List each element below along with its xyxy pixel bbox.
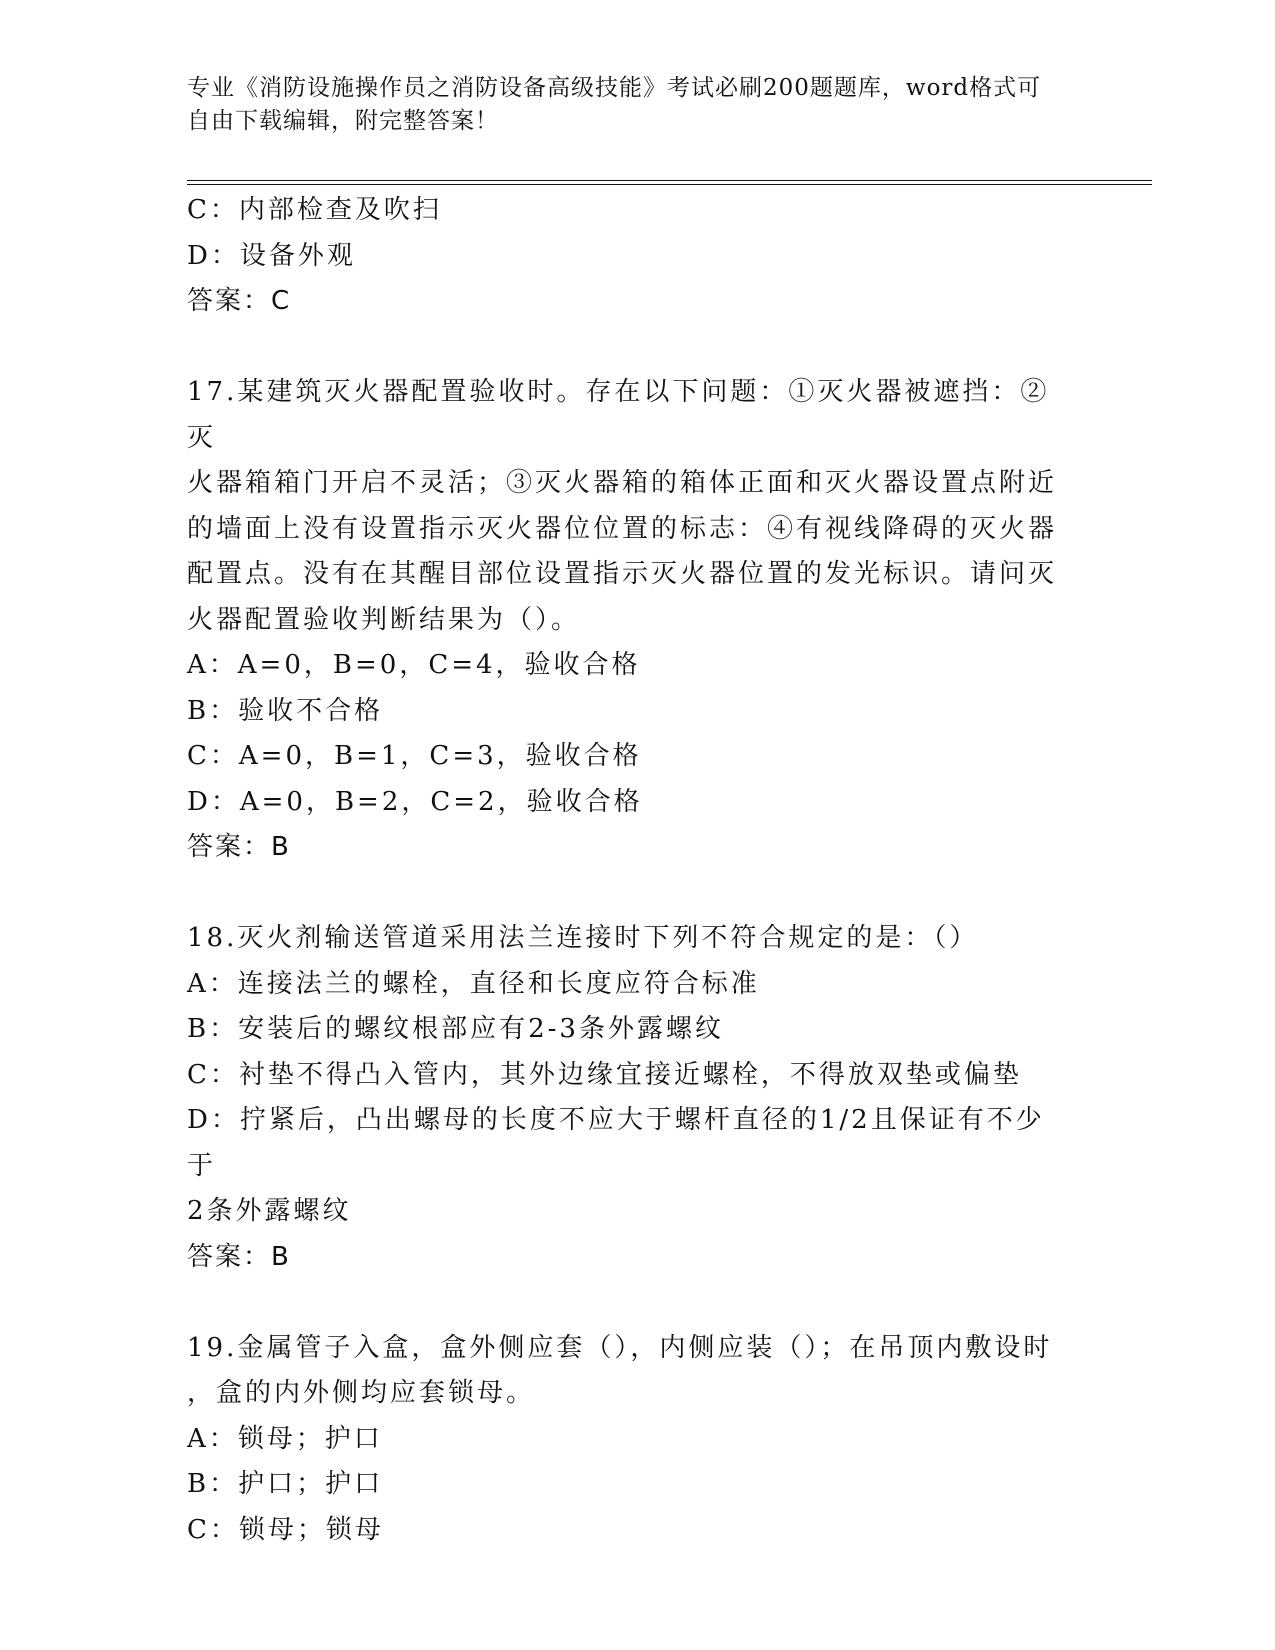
q17-stem-line: 配置点。没有在其醒目部位设置指示灭火器位置的发光标识。请问灭 xyxy=(187,559,1058,589)
q17-stem-line: 火器配置验收判断结果为（）。 xyxy=(187,604,581,635)
question-17 xyxy=(187,370,1067,871)
q17-option-c: C：A=0，B=1，C=3，验收合格 xyxy=(187,741,642,771)
document-page xyxy=(187,0,1152,1650)
spacer xyxy=(187,871,1067,917)
q17-stem-line: 的墙面上没有设置指示灭火器位位置的标志：④有视线降碍的灭火器 xyxy=(187,513,1058,544)
spacer xyxy=(187,1280,1067,1326)
q19-option-c: C：锁母；锁母 xyxy=(187,1514,384,1545)
q19-option-a: A：锁母；护口 xyxy=(187,1423,383,1454)
q19-stem-line-1: 19.金属管子入盒，盒外侧应套（），内侧应装（）；在吊顶内敷设时 xyxy=(187,1332,1053,1363)
q17-stem-line: 火器箱箱门开启不灵活；③灭火器箱的箱体正面和灭火器设置点附近 xyxy=(187,468,1058,498)
q18-option-c: C：衬垫不得凸入管内，其外边缘宜接近螺栓，不得放双垫或偏垫 xyxy=(187,1059,1022,1090)
header-divider xyxy=(187,180,1152,185)
q18-option-b: B：安装后的螺纹根部应有2-3条外露螺纹 xyxy=(187,1014,724,1044)
q18-answer: 答案：B xyxy=(187,1241,291,1272)
question-content xyxy=(187,188,1067,1553)
q18-option-d-line-1: D：拧紧后，凸出螺母的长度不应大于螺杆直径的1/2且保证有不少于 xyxy=(187,1105,1045,1181)
q17-option-b: B：验收不合格 xyxy=(187,695,384,726)
q18-option-d-line-2: 2条外露螺纹 xyxy=(187,1196,352,1226)
question-18 xyxy=(187,916,1067,1280)
question-19 xyxy=(187,1326,1067,1554)
q16-answer: 答案：C xyxy=(187,286,292,316)
header-title-line-1: 专业《消防设施操作员之消防设备高级技能》考试必刷200题题库，word格式可 xyxy=(187,75,1042,101)
q17-stem-line: 17.某建筑灭火器配置验收时。存在以下问题：①灭火器被遮挡：②灭 xyxy=(187,377,1050,453)
q17-option-a: A：A=0，B=0，C=4，验收合格 xyxy=(187,650,641,680)
question-16-tail xyxy=(187,188,1067,325)
spacer xyxy=(187,325,1067,371)
q16-option-c: C：内部检查及吹扫 xyxy=(187,195,442,225)
q17-answer: 答案：B xyxy=(187,832,291,862)
q18-stem: 18.灭火剂输送管道采用法兰连接时下列不符合规定的是：（） xyxy=(187,923,979,953)
q19-option-b: B：护口；护口 xyxy=(187,1469,384,1499)
q17-option-d: D：A=0，B=2，C=2，验收合格 xyxy=(187,786,643,817)
q18-option-a: A：连接法兰的螺栓，直径和长度应符合标准 xyxy=(187,968,760,999)
q16-option-d: D：设备外观 xyxy=(187,240,356,271)
document-header xyxy=(187,72,1067,138)
q19-stem-line-2: ，盒的内外侧均应套锁母。 xyxy=(187,1378,536,1408)
header-title-line-2: 自由下载编辑，附完整答案！ xyxy=(187,108,499,134)
